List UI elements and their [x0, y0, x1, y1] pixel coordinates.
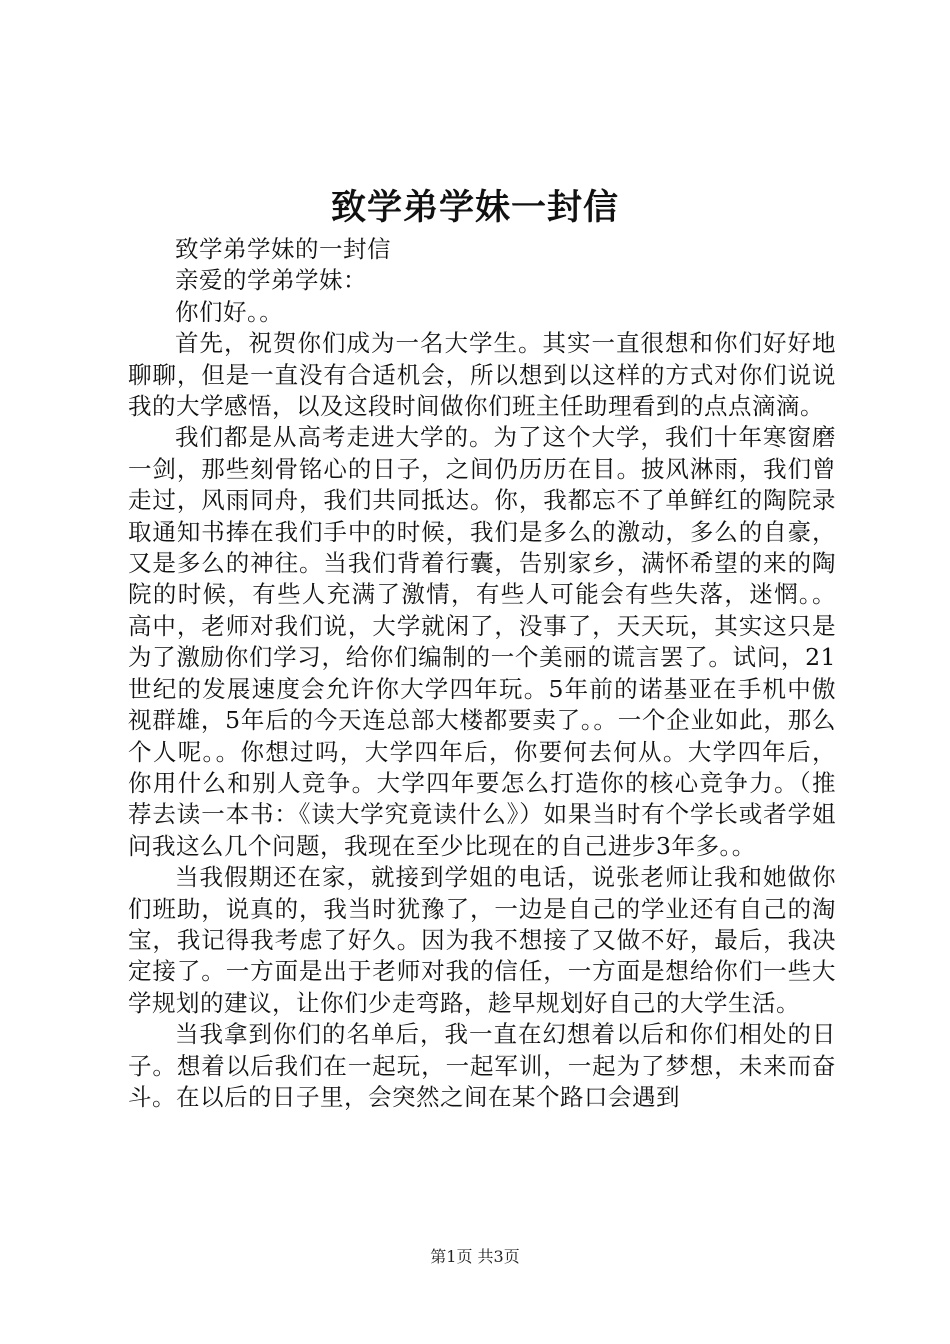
- page-footer: 第1页 共3页: [430, 1247, 520, 1266]
- paragraph-heading: 致学弟学妹的一封信: [175, 235, 391, 263]
- document-body: [128, 234, 836, 1113]
- paragraph-congratulations: 首先，祝贺你们成为一名大学生。其实一直很想和你们好好地聊聊，但是一直没有合适机会，所以想到以这样的方式对你们说说我的大学感悟，以及这段时间做你们班主任助理看到的点点滴滴。: [128, 329, 836, 421]
- document-title: 致学弟学妹一封信: [330, 187, 619, 228]
- paragraph-college-entrance: 我们都是从高考走进大学的。为了这个大学，我们十年寒窗磨一剑，那些刻骨铭心的日子，之间仍历历在目。披风淋雨，我们曾走过，风雨同舟，我们共同抵达。你，我都忘不了单鲜红的陶院录取通知书捧在我们手中的时候，我们是多么的激动，多么的自豪，又是多么的神往。当我们背着行囊，告别家乡，满怀希望的来的陶院的时候，有些人充满了激情，有些人可能会有些失落，迷惘。。高中，老师对我们说，大学就闲了，没事了，天天玩，其实这只是为了激励你们学习，给你们编制的一个美丽的谎言罢了。试问，21世纪的发展速度会允许你大学四年玩。5年前的诺基亚在手机中傲视群雄，5年后的今天连总部大楼都要卖了。。一个企业如此，那么个人呢。。你想过吗，大学四年后，你要何去何从。大学四年后，你用什么和别人竞争。大学四年要怎么打造你的核心竞争力。（推荐去读一本书：《读大学究竟读什么》）如果当时有个学长或者学姐问我这么几个问题，我现在至少比现在的自己进步3年多。。: [128, 423, 836, 860]
- paragraph-greeting: 你们好。。: [175, 297, 284, 326]
- paragraph-assistant-role: 当我假期还在家，就接到学姐的电话，说张老师让我和她做你们班助，说真的，我当时犹豫了，一边是自己的学业还有自己的淘宝，我记得我考虑了好久。因为我不想接了又做不好，最后，我决定接了。一方面是出于老师对我的信任，一方面是想给你们一些大学规划的建议，让你们少走弯路，趁早规划好自己的大学生活。: [128, 863, 836, 1017]
- paragraph-name-list: 当我拿到你们的名单后，我一直在幻想着以后和你们相处的日子。想着以后我们在一起玩，一起军训，一起为了梦想，未来而奋斗。在以后的日子里，会突然之间在某个路口会遇到: [128, 1020, 836, 1111]
- paragraph-salutation: 亲爱的学弟学妹：: [175, 266, 367, 295]
